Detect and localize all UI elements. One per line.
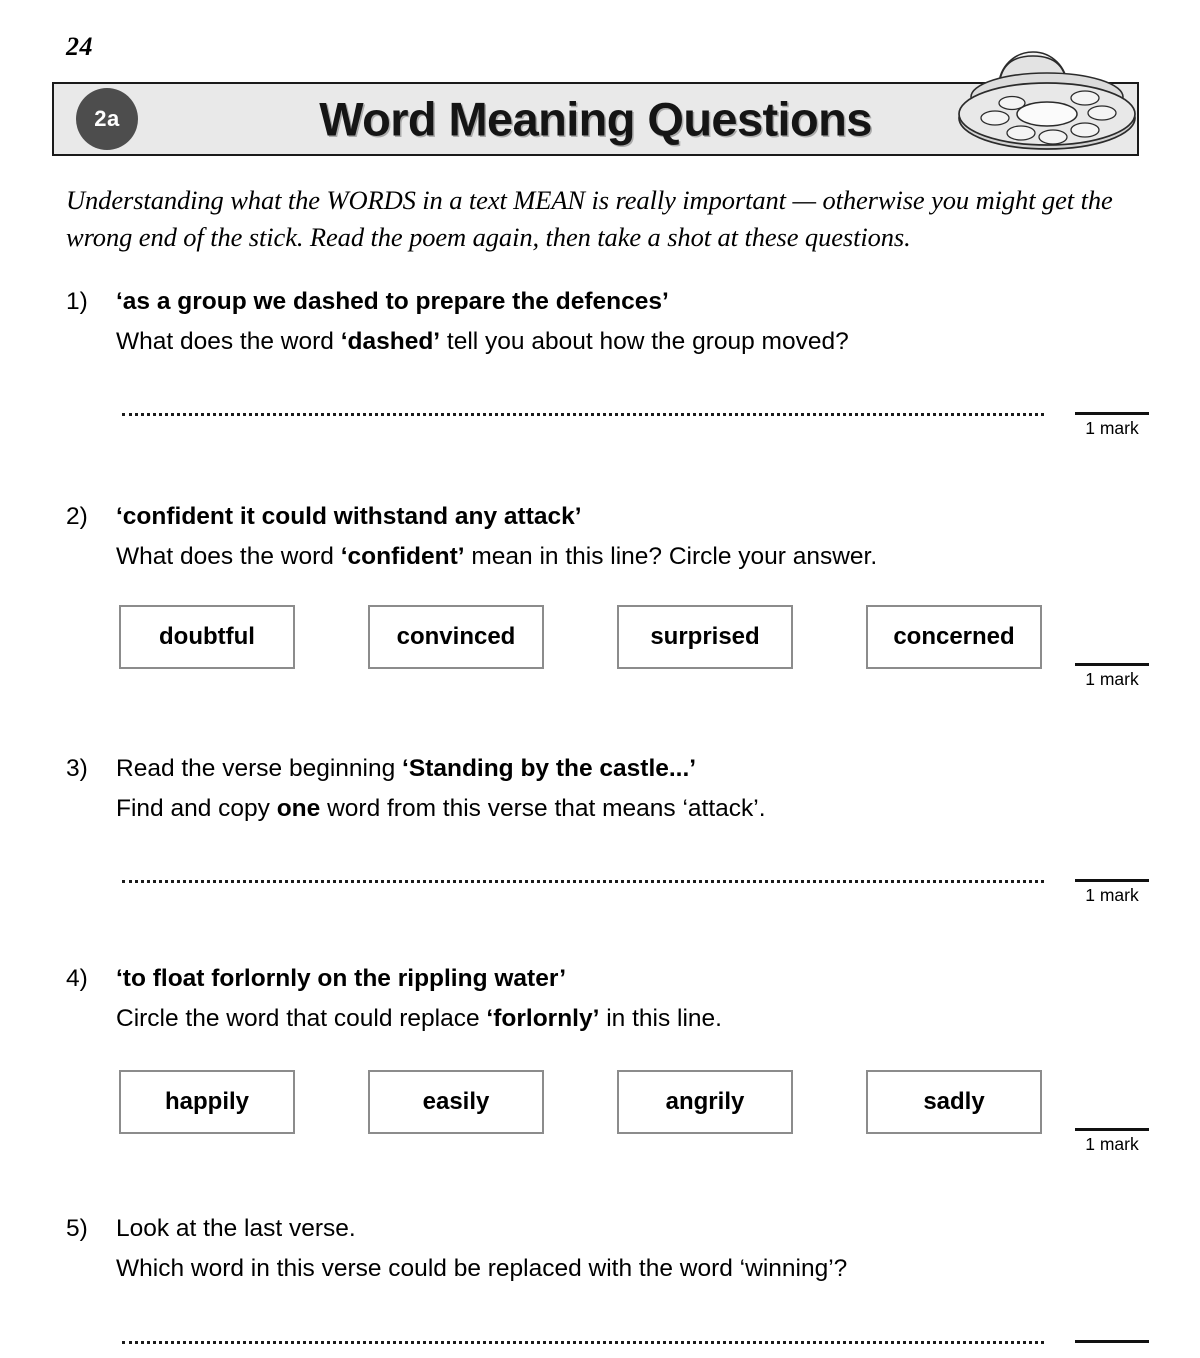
question-3-prompt-before: Find and copy (116, 795, 277, 822)
mark-label-1: 1 mark (1085, 418, 1139, 438)
question-4-prompt-keyword: ‘forlornly’ (486, 1005, 600, 1032)
option-box[interactable]: surprised (617, 605, 793, 669)
question-4-prompt (116, 1002, 1146, 1035)
question-3-prompt-after: word from this verse that means ‘attack’. (320, 795, 766, 822)
answer-line-1[interactable] (122, 410, 1044, 416)
answer-options-4 (119, 1070, 1044, 1134)
question-4-prompt-after: in this line. (599, 1005, 722, 1032)
option-box[interactable]: doubtful (119, 605, 295, 669)
mark-indicator-3 (1075, 879, 1149, 905)
question-3-quote (116, 752, 1146, 785)
question-2-number: 2) (66, 503, 88, 530)
question-3-quote-before: Read the verse beginning (116, 755, 403, 782)
question-2-prompt-keyword: ‘confident’ (340, 543, 465, 570)
question-4 (66, 962, 1146, 1035)
question-3-quote-keyword: ‘Standing by the castle...’ (402, 755, 697, 782)
question-1-quote: ‘as a group we dashed to prepare the defences’ (116, 288, 669, 315)
question-1-prompt-after: tell you about how the group moved? (440, 328, 849, 355)
page-title: Word Meaning Questions (319, 92, 872, 146)
option-box[interactable]: happily (119, 1070, 295, 1134)
answer-options-2 (119, 605, 1044, 669)
question-2-quote: ‘confident it could withstand any attack’ (116, 503, 582, 530)
option-box[interactable]: sadly (866, 1070, 1042, 1134)
intro-text: Understanding what the WORDS in a text MEAN is really important — otherwise you might get the wrong end of the stick. Read the poem again, then take a shot at these questions. (66, 185, 1113, 252)
mark-indicator-5 (1075, 1340, 1149, 1346)
question-4-number: 4) (66, 965, 88, 992)
question-2-prompt (116, 540, 1146, 573)
mark-indicator-4 (1075, 1128, 1149, 1154)
section-badge-label: 2a (94, 106, 120, 131)
question-4-prompt-before: Circle the word that could replace (116, 1005, 487, 1032)
question-3-prompt (116, 792, 1146, 825)
mark-indicator-1 (1075, 412, 1149, 438)
mark-label-5 (1075, 1343, 1149, 1346)
question-2-prompt-before: What does the word (116, 543, 341, 570)
mark-indicator-2 (1075, 663, 1149, 689)
option-box[interactable]: convinced (368, 605, 544, 669)
option-box[interactable]: easily (368, 1070, 544, 1134)
option-box[interactable]: angrily (617, 1070, 793, 1134)
question-3 (66, 752, 1146, 825)
question-5-prompt: Which word in this verse could be replaced with the word ‘winning’? (116, 1255, 848, 1282)
question-2-prompt-after: mean in this line? Circle your answer. (464, 543, 878, 570)
question-1-prompt (116, 325, 1146, 358)
question-1-prompt-keyword: ‘dashed’ (340, 328, 441, 355)
question-1-number: 1) (66, 288, 88, 315)
question-5-quote: Look at the last verse. (116, 1215, 356, 1242)
question-1 (66, 285, 1146, 358)
answer-line-3[interactable] (122, 877, 1044, 883)
question-2 (66, 500, 1146, 573)
page-number: 24 (66, 32, 93, 61)
question-3-prompt-keyword: one (276, 795, 321, 822)
answer-line-5[interactable] (122, 1338, 1044, 1344)
mark-label-2: 1 mark (1085, 669, 1139, 689)
question-5-number: 5) (66, 1215, 88, 1242)
option-box[interactable]: concerned (866, 605, 1042, 669)
mark-label-4: 1 mark (1085, 1134, 1139, 1154)
question-1-prompt-before: What does the word (116, 328, 341, 355)
question-3-number: 3) (66, 755, 88, 782)
question-4-quote: ‘to float forlornly on the rippling water’ (116, 965, 567, 992)
question-5 (66, 1212, 1146, 1285)
mark-label-3: 1 mark (1085, 885, 1139, 905)
section-header-banner (52, 82, 1139, 156)
